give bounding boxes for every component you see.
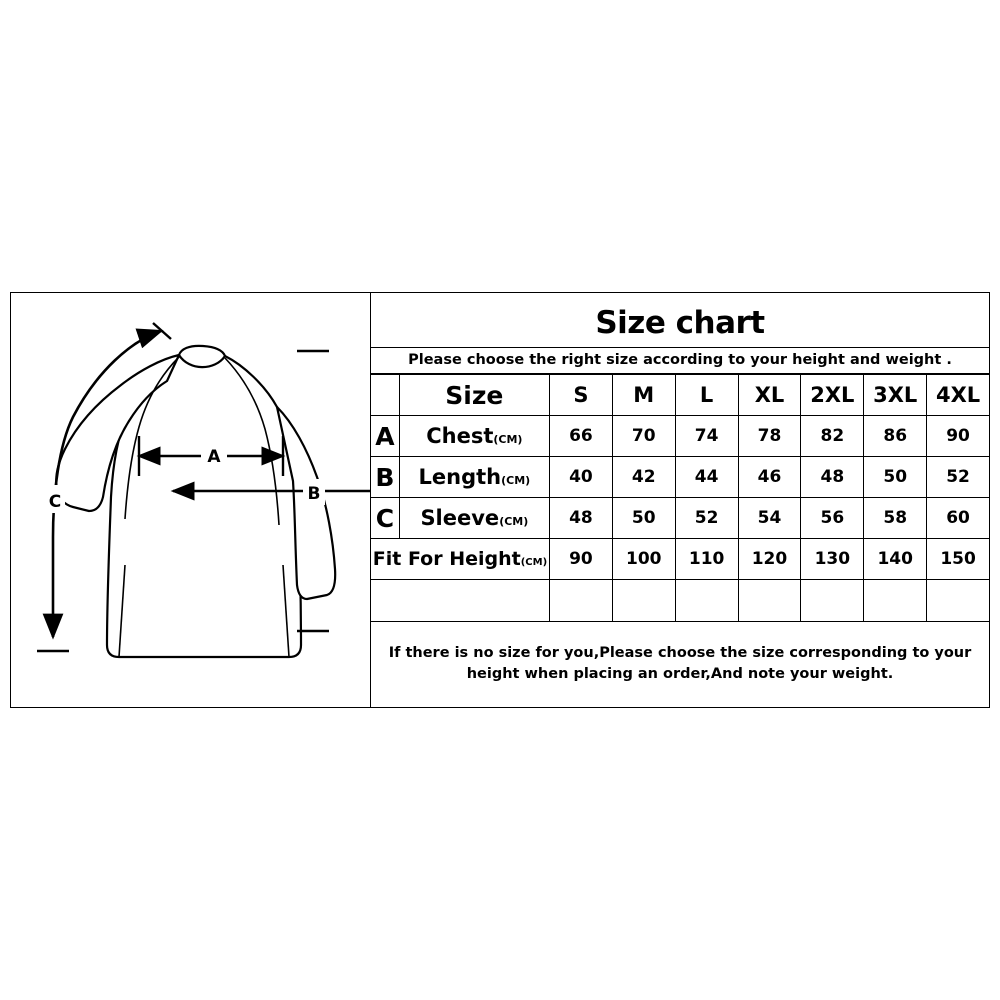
header-size-2xl: 2XL (801, 375, 864, 416)
cell-chest-xl: 78 (738, 416, 801, 457)
row-unit-fit-height: (CM) (520, 557, 548, 568)
header-key-cell (371, 375, 399, 416)
cell-length-l: 44 (675, 457, 738, 498)
cell-length-m: 42 (612, 457, 675, 498)
cell-sleeve-m: 50 (612, 498, 675, 539)
cell-sleeve-s: 48 (549, 498, 612, 539)
row-label-fit-height-text: Fit For Height (372, 548, 521, 570)
cell-fit-m: 100 (612, 539, 675, 580)
cell-sleeve-l: 52 (675, 498, 738, 539)
blank-cell-label (371, 580, 549, 621)
cell-length-2xl: 48 (801, 457, 864, 498)
cell-length-3xl: 50 (864, 457, 927, 498)
row-label-chest (399, 416, 549, 457)
header-size-l: L (675, 375, 738, 416)
header-size-label: Size (399, 375, 549, 416)
chart-subtitle: Please choose the right size according to your height and weight . (371, 347, 989, 374)
row-unit-chest: (CM) (493, 433, 523, 446)
cell-length-4xl: 52 (927, 457, 989, 498)
marker-c-label: C (48, 492, 62, 512)
row-label-chest-text: Chest (426, 424, 494, 448)
cell-length-s: 40 (549, 457, 612, 498)
cell-chest-s: 66 (549, 416, 612, 457)
chart-title: Size chart (595, 305, 765, 341)
marker-a-label: A (207, 447, 221, 467)
row-key-c: C (371, 498, 399, 539)
header-size-3xl: 3XL (864, 375, 927, 416)
row-label-sleeve (399, 498, 549, 539)
cell-chest-l: 74 (675, 416, 738, 457)
blank-cell-7 (927, 580, 989, 621)
blank-cell-3 (675, 580, 738, 621)
table-row-fit-height (371, 539, 989, 580)
cell-fit-2xl: 130 (801, 539, 864, 580)
row-unit-sleeve: (CM) (499, 515, 529, 528)
row-unit-length: (CM) (501, 474, 531, 487)
table-header-row (371, 375, 989, 416)
row-label-length-text: Length (418, 465, 502, 489)
cell-sleeve-xl: 54 (738, 498, 801, 539)
row-key-a: A (371, 416, 399, 457)
chart-footnote: If there is no size for you,Please choose the size corresponding to your height when placing an order,And note your weight. (371, 621, 989, 708)
header-size-s: S (549, 375, 612, 416)
header-size-xl: XL (738, 375, 801, 416)
blank-cell-4 (738, 580, 801, 621)
cell-length-xl: 46 (738, 457, 801, 498)
row-label-sleeve-text: Sleeve (420, 506, 500, 530)
table-row (371, 457, 989, 498)
cell-chest-4xl: 90 (927, 416, 989, 457)
table-row-blank (371, 580, 989, 621)
marker-b-label: B (307, 484, 321, 504)
cell-chest-m: 70 (612, 416, 675, 457)
cell-fit-s: 90 (549, 539, 612, 580)
cell-sleeve-3xl: 58 (864, 498, 927, 539)
header-size-m: M (612, 375, 675, 416)
garment-illustration (11, 293, 371, 707)
cell-chest-2xl: 82 (801, 416, 864, 457)
blank-cell-6 (864, 580, 927, 621)
cell-fit-3xl: 140 (864, 539, 927, 580)
cell-sleeve-4xl: 60 (927, 498, 989, 539)
blank-cell-1 (549, 580, 612, 621)
cell-sleeve-2xl: 56 (801, 498, 864, 539)
size-table-panel (371, 293, 989, 707)
cell-fit-xl: 120 (738, 539, 801, 580)
row-label-length (399, 457, 549, 498)
cell-fit-4xl: 150 (927, 539, 989, 580)
cell-fit-l: 110 (675, 539, 738, 580)
row-label-fit-height (371, 539, 549, 580)
cell-chest-3xl: 86 (864, 416, 927, 457)
blank-cell-5 (801, 580, 864, 621)
blank-cell-2 (612, 580, 675, 621)
row-key-b: B (371, 457, 399, 498)
table-row (371, 498, 989, 539)
size-table (371, 374, 989, 621)
size-chart (10, 292, 990, 708)
table-row (371, 416, 989, 457)
header-size-4xl: 4XL (927, 375, 989, 416)
